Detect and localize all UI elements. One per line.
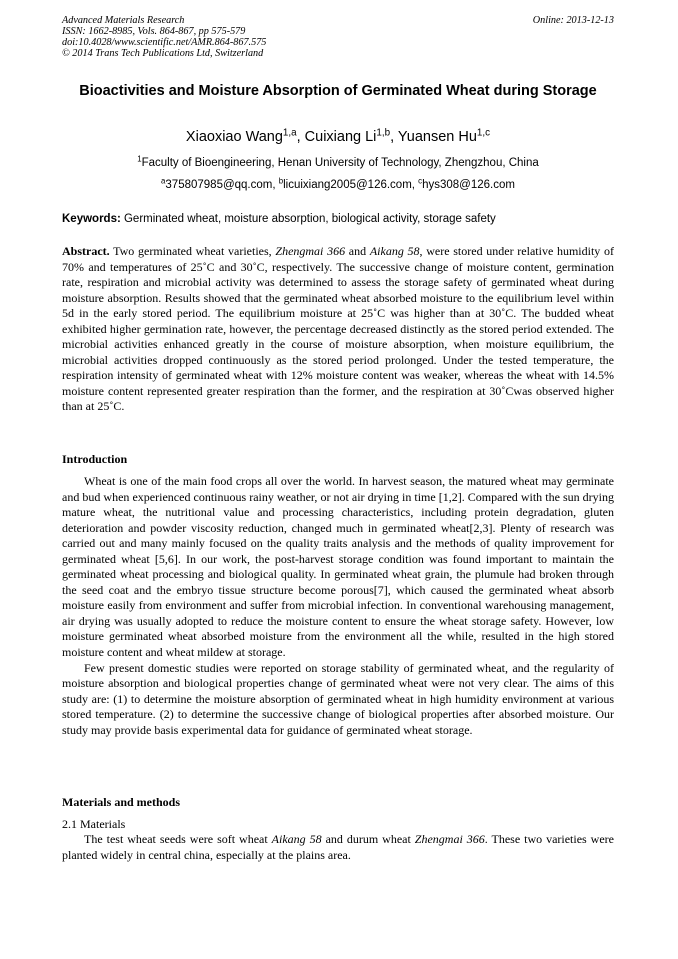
journal-name: Advanced Materials Research	[62, 15, 185, 26]
variety-name: Aikang 58	[369, 244, 420, 258]
paragraph	[62, 832, 614, 863]
materials-body	[62, 832, 614, 863]
doi-line[interactable]: doi:10.4028/www.scientific.net/AMR.864-867.575	[62, 37, 267, 48]
email-separator: ,	[411, 179, 419, 191]
abstract-text: , were stored under relative humidity of 70% and temperatures of 25˚C and 30˚C, respectively. The successive change of moisture content, germination rate, respiration and microbial activity was determined to assess the storage safety of germinated wheat during moisture absorption. Results showed that the germinated wheat absorbed moisture to the equilibrium level within 5d in the early stored period. The equilibrium moisture at 25˚C was higher than at 30˚C. The budded wheat exhibited higher germination rate, however, the percentage decreased distinctly as the stored period extended. The microbial activities enhanced greatly in the course of moisture absorption, when moisture equilibrium, the microbial activities dropped continuously as the stored period prolonged. Under the tested temperature, the respiration intensity of germinated wheat with 12% moisture content was weaker, whereas the wheat with 14.5% moisture content represented greater respiration than the former, and the respiration at 30˚Cwas observed higher than at 25˚C.	[62, 244, 615, 414]
issn-line: ISSN: 1662-8985, Vols. 864-867, pp 575-579	[62, 26, 246, 37]
email-address[interactable]: 375807985@qq.com	[165, 179, 273, 191]
online-date: Online: 2013-12-13	[532, 15, 614, 26]
keywords	[62, 212, 614, 227]
variety-name: Zhengmai 366	[275, 244, 346, 258]
email-superscript: b	[278, 176, 284, 186]
paragraph-text: The test wheat seeds were soft wheat	[84, 832, 272, 846]
methods-heading: Materials and methods	[62, 795, 180, 809]
email-superscript: a	[161, 176, 166, 186]
keywords-label: Keywords:	[62, 213, 121, 225]
author-superscript: 1,b	[376, 127, 391, 139]
author-name: Yuansen Hu	[397, 129, 477, 145]
materials-subheading: 2.1 Materials	[62, 817, 126, 831]
paragraph-text: . These two varieties were planted widely in central china, especially at the plains area.	[62, 832, 614, 862]
author-name: Xiaoxiao Wang	[185, 129, 283, 145]
abstract	[62, 244, 614, 415]
author-superscript: 1,a	[282, 127, 297, 139]
author-separator: ,	[296, 129, 305, 145]
email-address[interactable]: hys308@126.com	[422, 179, 515, 191]
author-separator: ,	[390, 129, 398, 145]
paragraph: Few present domestic studies were reported on storage stability of germinated wheat, and the regularity of moisture absorption and biological properties change of germinated wheat were not very clear. The aims of this study are: (1) to determine the moisture absorption of germinated wheat in high humidity environment at various stored temperature. (2) to determine the successive change of biological properties after absorbed moisture. Our study may provide basis experimental data for guidance of germinated wheat storage.	[62, 660, 614, 737]
author-superscript: 1,c	[476, 127, 491, 139]
affiliation	[62, 156, 614, 171]
keywords-text: Germinated wheat, moisture absorption, biological activity, storage safety	[120, 213, 496, 225]
variety-name: Aikang 58	[271, 832, 322, 846]
copyright-line: © 2014 Trans Tech Publications Ltd, Switzerland	[62, 48, 264, 59]
email-list	[62, 178, 614, 193]
abstract-label: Abstract.	[62, 244, 110, 258]
author-list	[62, 128, 614, 146]
affiliation-text: Faculty of Bioengineering, Henan University of Technology, Zhengzhou, China	[141, 157, 539, 169]
paragraph: Wheat is one of the main food crops all over the world. In harvest season, the matured wheat may germinate and bud when experienced continuous rainy weather, or not air drying in time [1,2]. Compared with the sun drying mature wheat, the nutritional value and processing characteristics, including protein degradation, gluten deterioration and powder viscosity reduction, changed much in germinated wheat[2,3]. Plenty of research was carried out and many mainly focused on the quality traits analysis and the methods of quality improvement for germinated wheat [5,6]. In our work, the post-harvest storage condition was found important to maintain the germinated wheat processing and biological quality. In germinated wheat grain, the plumule had broken through the seed coat and the embryo tissue structure become porous[7], which caused the germinated wheat absorb moisture easily from environment and suffer from microbial infection. In conventional warehousing management, air drying was usually adopted to reduce the moisture content to ensure the wheat storage safety. However, low moisture germinated wheat absorbed moisture from the environment all the while, resulted in the high stored moisture content and wheat mildew at storage.	[62, 474, 614, 660]
introduction-body	[62, 474, 614, 738]
journal-header	[62, 15, 422, 59]
author-name: Cuixiang Li	[304, 129, 377, 145]
abstract-text: Two germinated wheat varieties,	[109, 244, 276, 258]
abstract-text: and	[345, 244, 370, 258]
affiliation-superscript: 1	[137, 154, 142, 164]
introduction-heading: Introduction	[62, 452, 128, 466]
email-superscript: c	[418, 176, 423, 186]
paragraph-text: and durum wheat	[321, 832, 415, 846]
email-address[interactable]: licuixiang2005@126.com	[283, 179, 412, 191]
email-separator: ,	[272, 179, 279, 191]
paper-title: Bioactivities and Moisture Absorption of Germinated Wheat during Storage	[79, 83, 597, 99]
variety-name: Zhengmai 366	[414, 832, 485, 846]
